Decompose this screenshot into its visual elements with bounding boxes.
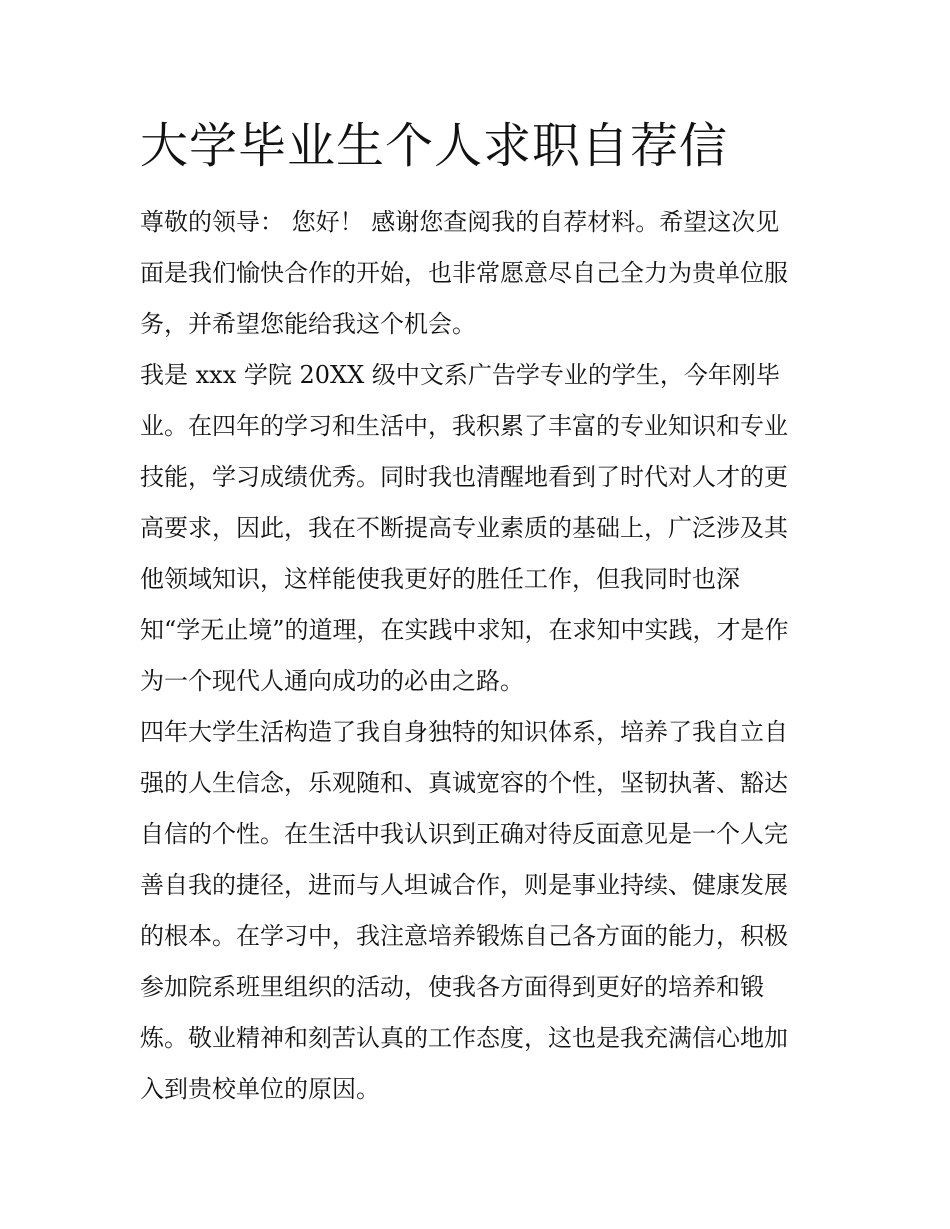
body-line-3: 务，并希望您能给我这个机会。 bbox=[140, 310, 476, 338]
body-line-11: 四年大学生活构造了我自身独特的知识体系，培养了我自立自 bbox=[140, 718, 788, 746]
body-line-7: 高要求，因此，我在不断提高专业素质的基础上，广泛涉及其 bbox=[140, 514, 788, 542]
body-line-1: 尊敬的领导： 您好！ 感谢您查阅我的自荐材料。希望这次见 bbox=[140, 208, 780, 236]
body-line-15: 的根本。在学习中，我注意培养锻炼自己各方面的能力，积极 bbox=[140, 922, 788, 950]
body-line-8: 他领域知识，这样能使我更好的胜任工作，但我同时也深 bbox=[140, 565, 740, 593]
document-title: 大学毕业生个人求职自荐信 bbox=[140, 118, 729, 174]
body-line-9: 知“学无止境”的道理，在实践中求知，在求知中实践，才是作 bbox=[140, 616, 789, 644]
body-line-17: 炼。敬业精神和刻苦认真的工作态度，这也是我充满信心地加 bbox=[140, 1024, 788, 1052]
body-line-2: 面是我们愉快合作的开始，也非常愿意尽自己全力为贵单位服 bbox=[140, 259, 788, 287]
body-line-13: 自信的个性。在生活中我认识到正确对待反面意见是一个人完 bbox=[140, 820, 788, 848]
body-line-16: 参加院系班里组织的活动，使我各方面得到更好的培养和锻 bbox=[140, 973, 764, 1001]
body-line-4: 我是 xxx 学院 20XX 级中文系广告学专业的学生，今年刚毕 bbox=[140, 361, 780, 389]
body-line-5: 业。在四年的学习和生活中，我积累了丰富的专业知识和专业 bbox=[140, 412, 788, 440]
body-line-10: 为一个现代人通向成功的必由之路。 bbox=[140, 667, 524, 695]
body-line-6: 技能，学习成绩优秀。同时我也清醒地看到了时代对人才的更 bbox=[140, 463, 788, 491]
body-line-14: 善自我的捷径，进而与人坦诚合作，则是事业持续、健康发展 bbox=[140, 871, 788, 899]
body-line-18: 入到贵校单位的原因。 bbox=[140, 1075, 380, 1103]
body-line-12: 强的人生信念，乐观随和、真诚宽容的个性，坚韧执著、豁达 bbox=[140, 769, 788, 797]
